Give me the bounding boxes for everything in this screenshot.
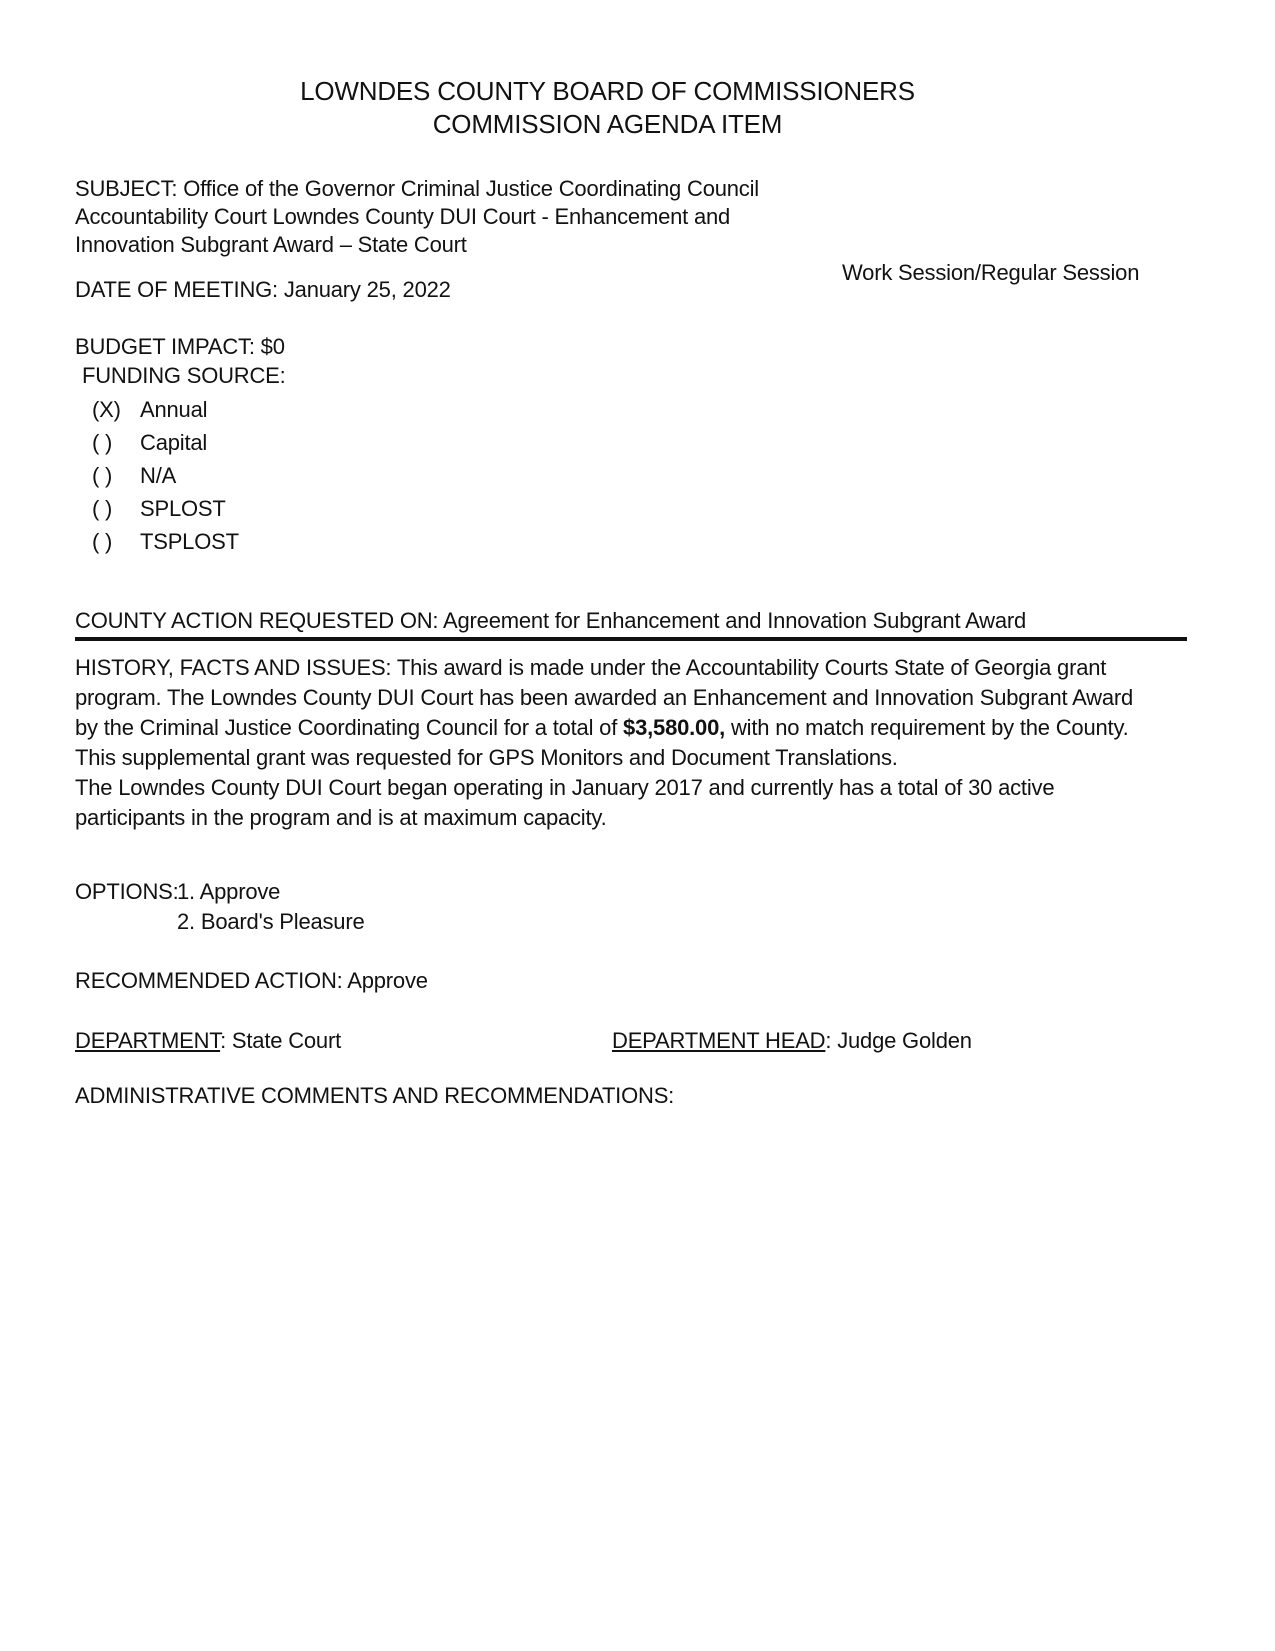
- checkbox-tsplost: ( ): [92, 529, 113, 554]
- checkbox-capital: ( ): [92, 430, 113, 455]
- county-action-requested: COUNTY ACTION REQUESTED ON: Agreement for Enhancement and Innovation Subgrant Award: [75, 608, 1027, 633]
- history-line-two: The Lowndes County DUI Court began operating in January 2017 and currently has a total of 30 active participants in the program and is at maximum capacity.: [75, 775, 1055, 830]
- funding-option-label: N/A: [140, 463, 177, 488]
- funding-option-label: SPLOST: [140, 496, 226, 521]
- session-type-label: Work Session/Regular Session: [842, 260, 1140, 285]
- checkbox-splost: ( ): [92, 496, 113, 521]
- history-text-before: HISTORY, FACTS AND ISSUES: This award is made under the Accountability Courts State of Georgia grant program. The Lowndes County DUI Court has been awarded an Enhancement and Innovation Subgrant Award by the Criminal Justice Coordinating Council for a total of: [75, 655, 1134, 740]
- department-head-row: [612, 1028, 972, 1054]
- funding-option-label: Annual: [140, 397, 208, 422]
- history-facts-issues: [75, 653, 1135, 833]
- divider-line: [75, 637, 1187, 641]
- date-of-meeting: DATE OF MEETING: January 25, 2022: [75, 277, 451, 302]
- funding-option-tsplost: [92, 529, 239, 555]
- document-title-line2: COMMISSION AGENDA ITEM: [432, 109, 783, 139]
- department-value: : State Court: [220, 1028, 341, 1053]
- grant-amount: $3,580.00,: [623, 715, 726, 740]
- funding-option-splost: [92, 496, 226, 522]
- checkbox-annual: (X): [92, 397, 121, 422]
- option-1-approve: 1. Approve: [177, 879, 281, 904]
- recommended-action: RECOMMENDED ACTION: Approve: [75, 968, 428, 993]
- document-title-line1: LOWNDES COUNTY BOARD OF COMMISSIONERS: [300, 76, 915, 106]
- history-text-after: with no match requirement by the County. This supplemental grant was requested for GPS Monitors and Document Translations.: [75, 715, 1129, 770]
- funding-source-label: FUNDING SOURCE:: [82, 363, 286, 388]
- subject-line-1: SUBJECT: Office of the Governor Criminal Justice Coordinating Council: [75, 176, 759, 201]
- subject-line-3: Innovation Subgrant Award – State Court: [75, 232, 467, 257]
- checkbox-na: ( ): [92, 463, 113, 488]
- funding-option-label: TSPLOST: [140, 529, 239, 554]
- funding-option-annual: [92, 397, 207, 423]
- administrative-comments-label: ADMINISTRATIVE COMMENTS AND RECOMMENDATIONS:: [75, 1083, 675, 1108]
- funding-option-capital: [92, 430, 207, 456]
- subject-line-2: Accountability Court Lowndes County DUI Court - Enhancement and: [75, 204, 731, 229]
- department-head-value: : Judge Golden: [825, 1028, 972, 1053]
- department-label: DEPARTMENT: [75, 1028, 221, 1053]
- budget-impact: BUDGET IMPACT: $0: [75, 334, 285, 359]
- funding-option-label: Capital: [140, 430, 208, 455]
- department-head-label: DEPARTMENT HEAD: [612, 1028, 826, 1053]
- option-2-boards-pleasure: 2. Board's Pleasure: [177, 909, 365, 934]
- department-row: [75, 1028, 341, 1054]
- funding-option-na: [92, 463, 176, 489]
- options-label: OPTIONS:: [75, 879, 179, 904]
